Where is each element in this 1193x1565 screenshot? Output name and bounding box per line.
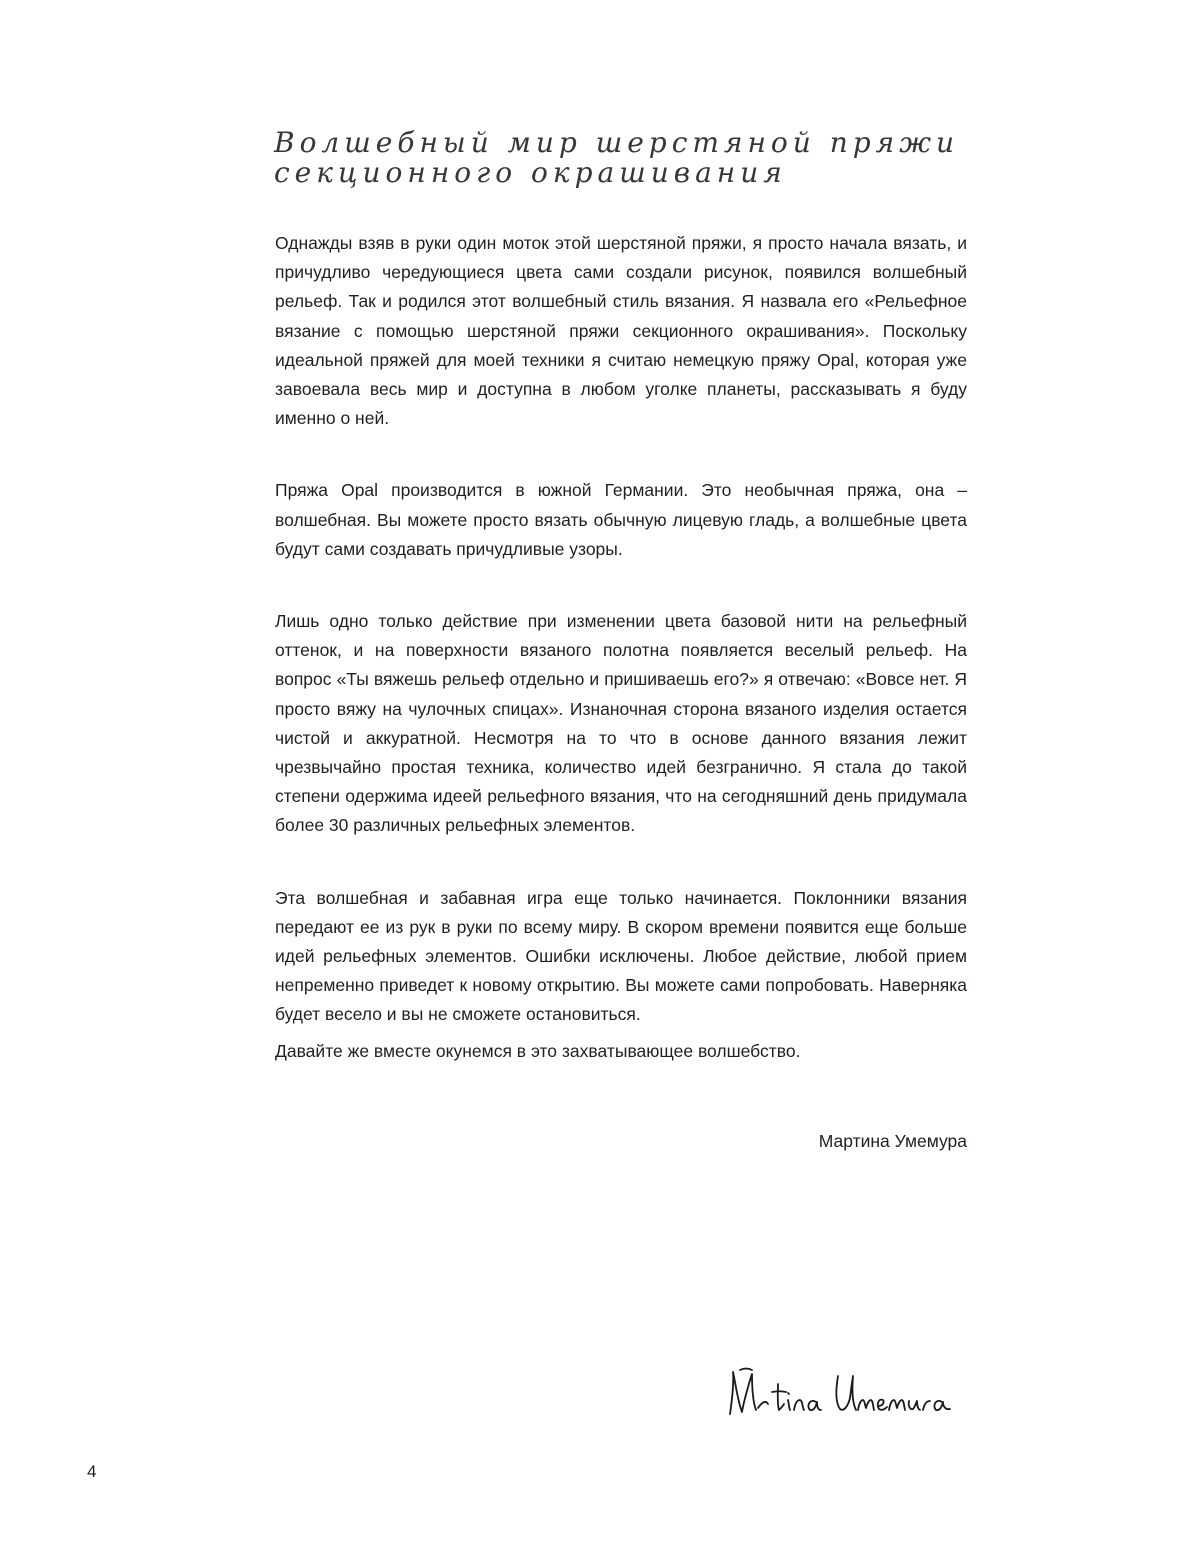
page-title [274,128,994,188]
signature-image [722,1362,962,1432]
paragraph-3: Лишь одно только действие при изменении цвета базовой нити на рельефный оттенок, и на поверхности вязаного полотна появляется веселый рельеф. На вопрос «Ты вяжешь рельеф отдельно и пришиваешь его?» я отвечаю: «Вовсе нет. Я просто вяжу на чулочных спицах». Изнаночная сторона вязаного изделия остается чистой и аккуратной. Несмотря на то что в основе данного вязания лежит чрезвычайно простая техника, количество идей безгранично. Я стала до такой степени одержима идеей рельефного вязания, что на сегодняшний день придумала более 30 различных рельефных элементов. [275,611,967,836]
page-title-line-2: секционного окрашивания [274,156,787,189]
body-text [275,229,967,1066]
page-number: 4 [87,1462,97,1481]
page-title-line-1: Волшебный мир шерстяной пряжи [274,126,960,159]
author-name: Мартина Умемура [818,1131,967,1151]
paragraph-1: Однажды взяв в руки один моток этой шерстяной пряжи, я просто начала вязать, и причудливо чередующиеся цвета сами создали рисунок, появился волшебный рельеф. Так и родился этот волшебный стиль вязания. Я назвала его «Рельефное вязание с помощью шерстяной пряжи секционного окрашивания». Поскольку идеальной пряжей для моей техники я считаю немецкую пряжу Opal, которая уже завоевала весь мир и доступна в любом уголке планеты, рассказывать я буду именно о ней. [275,233,967,429]
paragraph-2: Пряжа Opal производится в южной Германии. Это необычная пряжа, она – волшебная. Вы можете просто вязать обычную лицевую гладь, а волшебные цвета будут сами создавать причудливые узоры. [275,480,967,559]
paragraph-4: Эта волшебная и забавная игра еще только начинается. Поклонники вязания передают ее из рук в руки по всему миру. В скором времени появится еще больше идей рельефных элементов. Ошибки исключены. Любое действие, любой прием непременно приведет к новому открытию. Вы можете сами попробовать. Наверняка будет весело и вы не сможете остановиться. [275,887,967,1025]
paragraph-5: Давайте же вместе окунемся в это захватывающее волшебство. [275,1040,801,1061]
